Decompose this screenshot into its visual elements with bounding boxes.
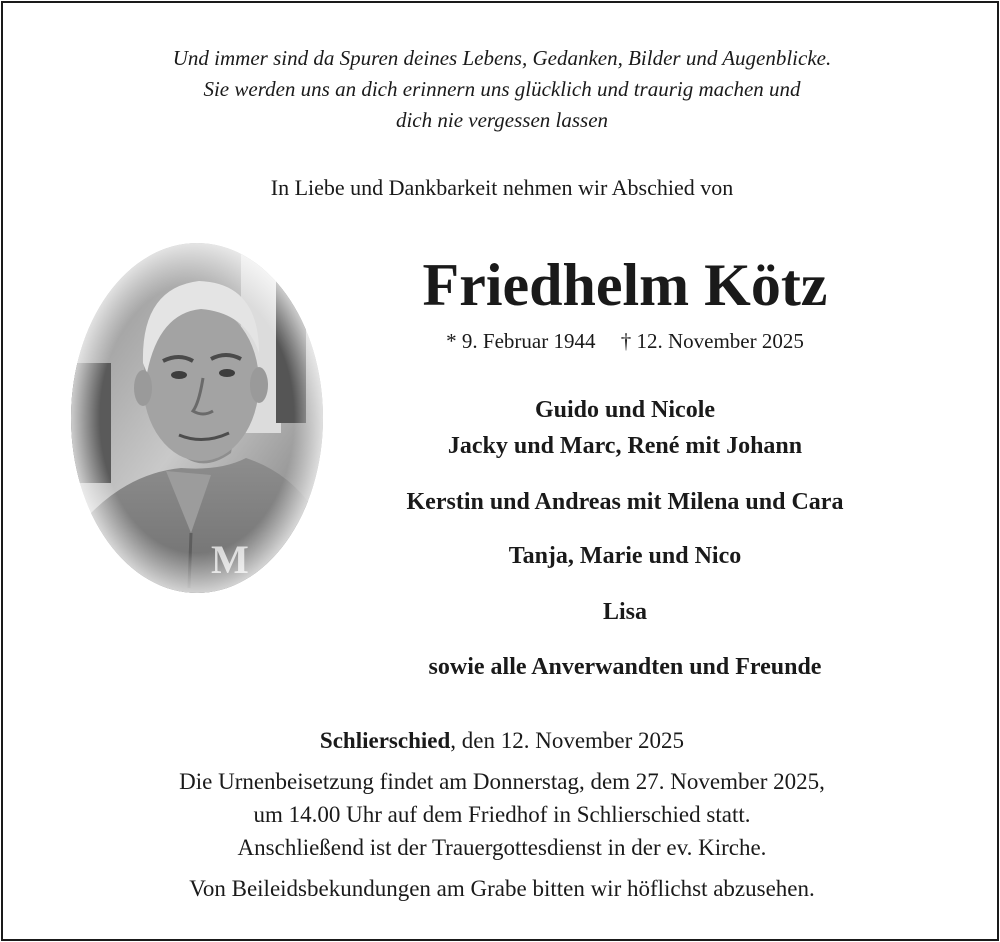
place-name: Schlierschied: [319, 728, 451, 753]
condolence-note: Von Beileidsbekundungen am Grabe bitten wir höflichst abzusehen.: [189, 876, 815, 901]
deceased-name: Friedhelm Kötz: [422, 252, 828, 318]
farewell-intro: In Liebe und Dankbarkeit nehmen wir Abschied von: [270, 175, 734, 200]
quote-line: dich nie vergessen lassen: [395, 108, 609, 132]
quote-line: Sie werden uns an dich erinnern uns glücklich und traurig machen und: [203, 77, 801, 101]
mourner-line: sowie alle Anverwandten und Freunde: [428, 654, 822, 680]
life-dates: [333, 325, 917, 357]
funeral-details: [3, 765, 1000, 864]
notice-date: , den 12. November 2025: [450, 728, 685, 753]
portrait-photo: [71, 243, 323, 593]
birth-date: * 9. Februar 1944: [446, 329, 596, 353]
obituary-notice: [1, 1, 999, 941]
death-date: † 12. November 2025: [620, 329, 804, 353]
detail-line: um 14.00 Uhr auf dem Friedhof in Schlierschied statt.: [253, 802, 751, 827]
detail-line: Die Urnenbeisetzung findet am Donnerstag, dem 27. November 2025,: [179, 769, 825, 794]
detail-line: Anschließend ist der Trauergottesdienst in der ev. Kirche.: [237, 835, 767, 860]
mourner-line: Jacky und Marc, René mit Johann: [447, 433, 803, 459]
quote-line: Und immer sind da Spuren deines Lebens, Gedanken, Bilder und Augenblicke.: [172, 46, 832, 70]
mourner-line: Lisa: [602, 599, 647, 625]
mourner-line: Kerstin und Andreas mit Milena und Cara: [406, 489, 844, 515]
mourner-line: Tanja, Marie und Nico: [508, 543, 742, 569]
mourner-line: Guido und Nicole: [534, 397, 716, 423]
memorial-quote: [3, 43, 1000, 136]
place-and-date: [3, 725, 1000, 757]
